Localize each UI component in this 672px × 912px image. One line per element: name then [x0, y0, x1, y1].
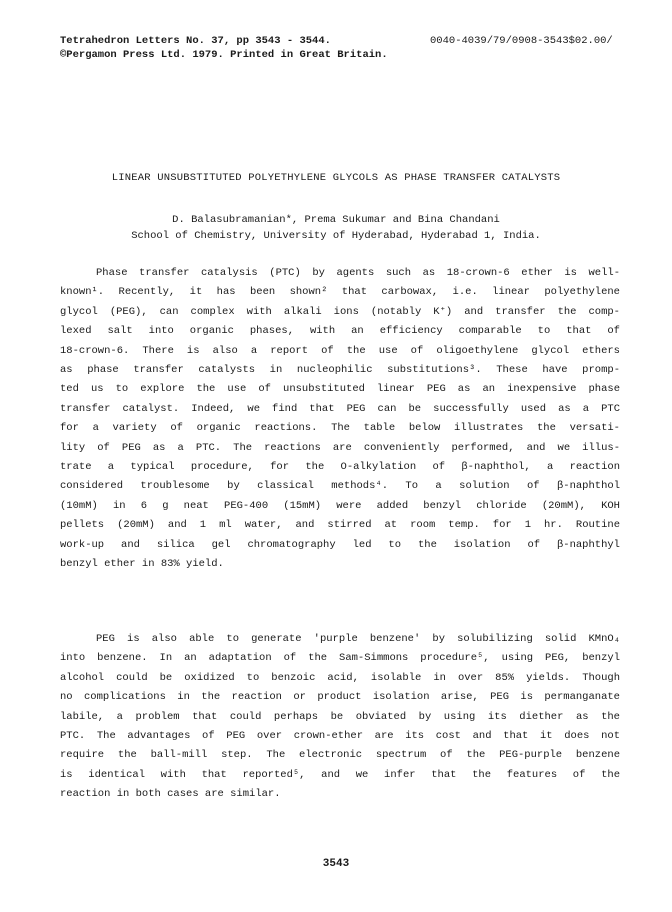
- text-line: glycol (PEG), can complex with alkali ions (notably K⁺) and transfer the comp-: [60, 305, 620, 318]
- text-line: (10mM) in 6 g neat PEG-400 (15mM) were added benzyl chloride (20mM), KOH: [60, 499, 620, 512]
- text-line: trate a typical procedure, for the O-alkylation of β-naphthol, a reaction: [60, 461, 620, 474]
- article-code: 0040-4039/79/0908-3543$02.00/: [430, 35, 613, 47]
- text-line: known¹. Recently, it has been shown² that carbowax, i.e. linear polyethylene: [60, 286, 620, 299]
- text-line: labile, a problem that could perhaps be obviated by using its diether as the: [60, 710, 620, 723]
- text-line: considered troublesome by classical methods⁴. To a solution of β-naphthol: [60, 480, 620, 493]
- author-block: [0, 212, 672, 244]
- affiliation: School of Chemistry, University of Hyderabad, Hyderabad 1, India.: [131, 230, 541, 242]
- author-names: D. Balasubramanian*, Prema Sukumar and Bina Chandani: [172, 214, 500, 226]
- text-line: lity of PEG as a PTC. The reactions are conveniently performed, and we illus-: [60, 441, 620, 454]
- text-line: work-up and silica gel chromatography led to the isolation of β-naphthyl: [60, 538, 620, 551]
- text-line: as phase transfer catalysts in nucleophilic substitutions³. These have promp-: [60, 364, 620, 377]
- journal-citation-header: [60, 34, 388, 62]
- text-line: Phase transfer catalysis (PTC) by agents such as 18-crown-6 ether is well-: [96, 267, 620, 279]
- text-line: lexed salt into organic phases, with an efficiency comparable to that of: [60, 325, 620, 338]
- text-line: 18-crown-6. There is also a report of the use of oligoethylene glycol ethers: [60, 344, 620, 357]
- text-line: require the ball-mill step. The electronic spectrum of the PEG-purple benzene: [60, 749, 620, 762]
- article-title: LINEAR UNSUBSTITUTED POLYETHYLENE GLYCOLS AS PHASE TRANSFER CATALYSTS: [111, 172, 561, 184]
- text-line: pellets (20mM) and 1 ml water, and stirred at room temp. for 1 hr. Routine: [60, 519, 620, 532]
- text-line: is identical with that reported⁵, and we infer that the features of the: [60, 768, 620, 781]
- text-line: PEG is also able to generate 'purple benzene' by solubilizing solid KMnO₄: [96, 633, 620, 645]
- text-line: PTC. The advantages of PEG over crown-ether are its cost and that it does not: [60, 730, 620, 743]
- page-number: 3543: [322, 858, 350, 870]
- copyright-line: ©Pergamon Press Ltd. 1979. Printed in Great Britain.: [60, 49, 388, 61]
- citation-line: Tetrahedron Letters No. 37, pp 3543 - 3544.: [60, 35, 331, 47]
- text-line: into benzene. In an adaptation of the Sam-Simmons procedure⁵, using PEG, benzyl: [60, 652, 620, 665]
- text-line: no complications in the reaction or product isolation arise, PEG is permanganate: [60, 691, 620, 704]
- text-line: alcohol could be oxidized to benzoic acid, isolable in over 85% yields. Though: [60, 671, 620, 684]
- text-line: for a variety of organic reactions. The table below illustrates the versati-: [60, 422, 620, 435]
- paragraph-1: [60, 264, 620, 575]
- text-line: reaction in both cases are similar.: [60, 788, 281, 801]
- text-line: ted us to explore the use of unsubstituted linear PEG as an inexpensive phase: [60, 383, 620, 396]
- text-line: benzyl ether in 83% yield.: [60, 558, 224, 571]
- text-line: transfer catalyst. Indeed, we find that PEG can be successfully used as a PTC: [60, 402, 620, 415]
- paragraph-2: [60, 630, 620, 805]
